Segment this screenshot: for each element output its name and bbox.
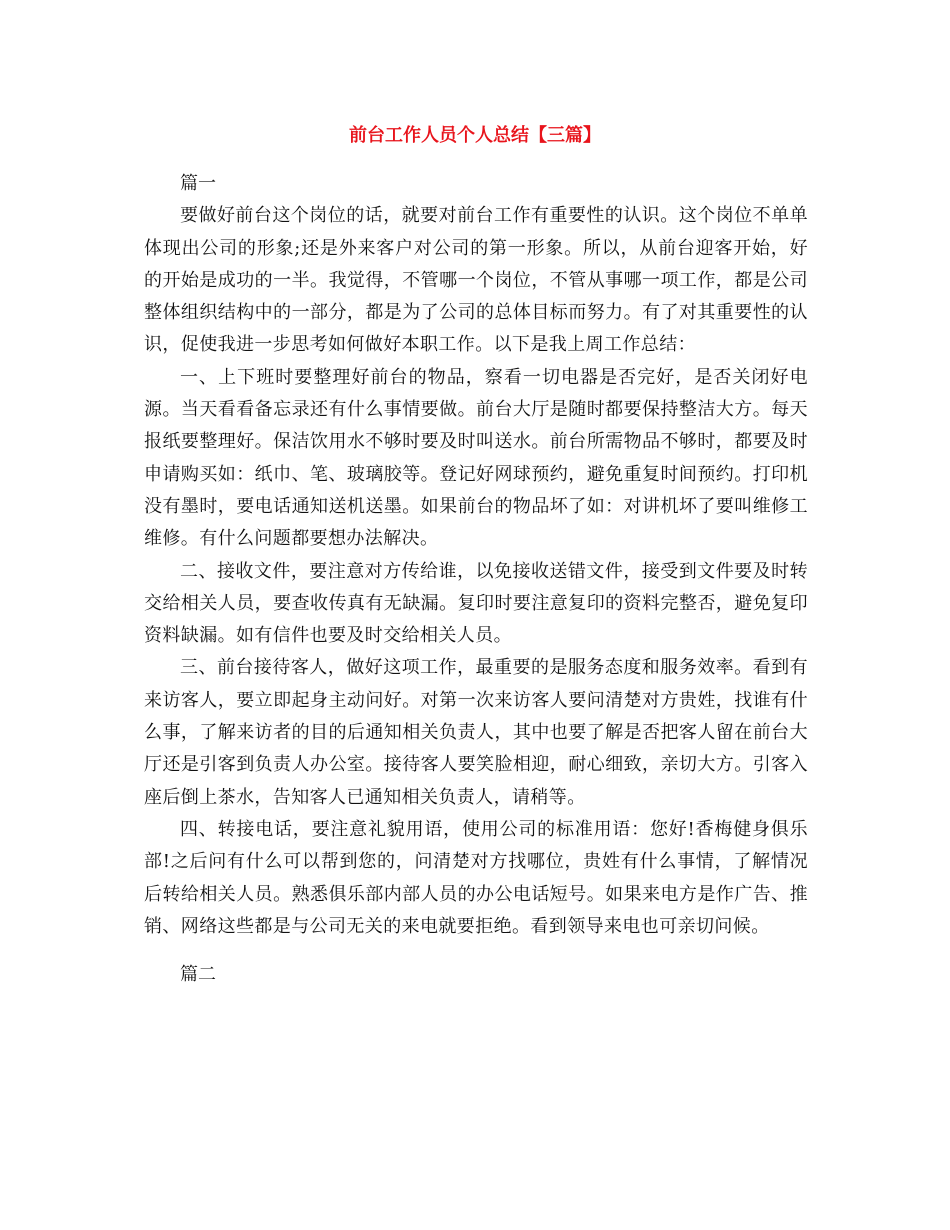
document-title: 前台工作人员个人总结【三篇】 <box>349 125 601 146</box>
paragraph-item-4: 四、转接电话，要注意礼貌用语，使用公司的标准用语：您好!香梅健身俱乐部!之后问有什么可以帮到您的，问清楚对方找哪位，贵姓有什么事情，了解情况后转给相关人员。熟悉俱乐部内部人员的办公电话短号。如果来电方是作广告、推销、网络这些都是与公司无关的来电就要拒绝。看到领导来电也可亲切问候。 <box>144 818 808 937</box>
paragraph-intro: 要做好前台这个岗位的话，就要对前台工作有重要性的认识。这个岗位不单单体现出公司的形象;还是外来客户对公司的第一形象。所以，从前台迎客开始，好的开始是成功的一半。我觉得，不管哪一个岗位，不管从事哪一项工作，都是公司整体组织结构中的一部分，都是为了公司的总体目标而努力。有了对其重要性的认识，促使我进一步思考如何做好本职工作。以下是我上周工作总结： <box>144 205 808 356</box>
document-body <box>144 168 808 991</box>
paragraph-item-2: 二、接收文件，要注意对方传给谁，以免接收送错文件，接受到文件要及时转交给相关人员，要查收传真有无缺漏。复印时要注意复印的资料完整否，避免复印资料缺漏。如有信件也要及时交给相关人员。 <box>144 560 808 647</box>
paragraph-item-1: 一、上下班时要整理好前台的物品，察看一切电器是否完好，是否关闭好电源。当天看看备忘录还有什么事情要做。前台大厅是随时都要保持整洁大方。每天报纸要整理好。保洁饮用水不够时要及时叫送水。前台所需物品不够时，都要及时申请购买如：纸巾、笔、玻璃胶等。登记好网球预约，避免重复时间预约。打印机没有墨时，要电话通知送机送墨。如果前台的物品坏了如：对讲机坏了要叫维修工维修。有什么问题都要想办法解决。 <box>144 366 808 550</box>
section-heading-1: 篇一 <box>180 173 216 194</box>
paragraph-item-3: 三、前台接待客人，做好这项工作，最重要的是服务态度和服务效率。看到有来访客人，要立即起身主动问好。对第一次来访客人要问清楚对方贵姓，找谁有什么事，了解来访者的目的后通知相关负责人，其中也要了解是否把客人留在前台大厅还是引客到负责人办公室。接待客人要笑脸相迎，耐心细致，亲切大方。引客入座后倒上茶水，告知客人已通知相关负责人，请稍等。 <box>144 657 808 808</box>
section-gap <box>144 943 808 959</box>
section-heading-2: 篇二 <box>180 964 216 986</box>
